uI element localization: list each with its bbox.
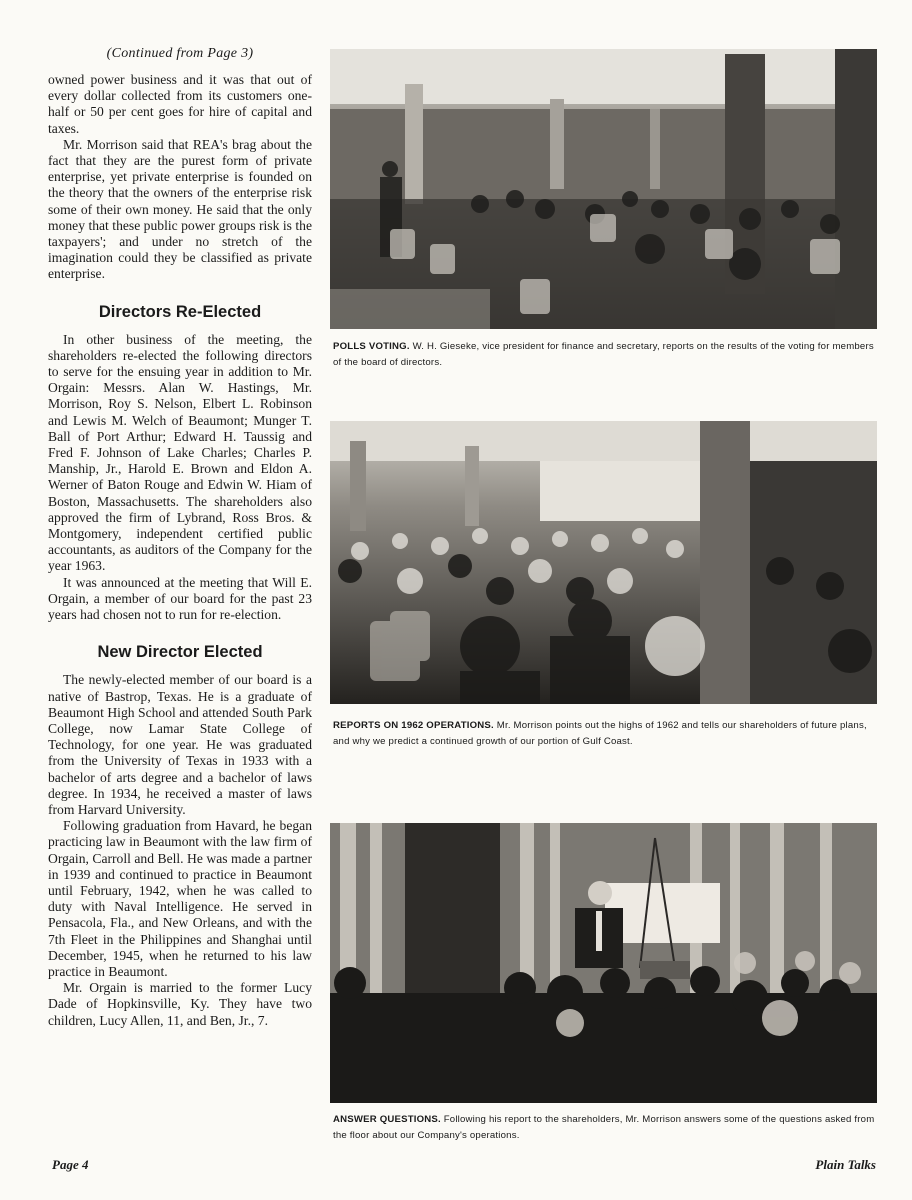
caption-text: Following his report to the shareholders, Mr. Morrison answers some of the questions asked from the floor about our Company's operations. <box>333 1114 875 1141</box>
section-heading: New Director Elected <box>97 643 263 662</box>
section-paragraph: Following graduation from Havard, he began practicing law in Beaumont with the law firm of Orgain, Carroll and Bell. He was made a partner in 1939 and continued to practice in Beaumont until February, 1942, when he was called to duty with Naval Intelligence. He served in Pensacola, Fla., and New Orleans, and with the 7th Fleet in the Philippines and Shanghai until December, 1945, when he returned to his law practice in Beaumont. <box>48 818 312 979</box>
continued-note: (Continued from Page 3) <box>106 46 254 61</box>
section-paragraph: The newly-elected member of our board is a native of Bastrop, Texas. He is a graduate of Beaumont High School and attended South Park College, now Lamar State College of Technology, for one year. He was graduated from the University of Texas in 1933 with a bachelor of arts degree and a bachelor of laws degree. In 1934, he received a master of laws from Harvard University. <box>48 672 312 817</box>
page-number: Page 4 <box>52 1157 89 1172</box>
caption-lead: ANSWER QUESTIONS. <box>333 1114 441 1125</box>
publication-name: Plain Talks <box>815 1157 876 1172</box>
intro-paragraph: Mr. Morrison said that REA's brag about the fact that they are the purest form of private enterprise, yet private enterprise is founded on the theory that the owners of the enterprise risk some of their own money. He said that the only money that these public power groups risk is the taxpayers'; and under no stretch of the imagination could they be classified as private enterprise. <box>48 136 312 282</box>
photo-caption <box>333 1112 878 1143</box>
section-paragraph: Mr. Orgain is married to the former Lucy Dade of Hopkinsville, Ky. They have two children, Lucy Allen, 11, and Ben, Jr., 7. <box>48 980 312 1028</box>
section-paragraph: In other business of the meeting, the shareholders re-elected the following directors to serve for the ensuing year in addition to Mr. Orgain: Messrs. Alan W. Hastings, Mr. Morrison, Roy S. Nelson, Elbert L. Robinson and Lewis M. Welch of Beaumont; Munger T. Ball of Port Arthur; Edward H. Taussig and Fred F. Johnson of Lake Charles; Charles P. Manship, Jr., Harold E. Brown and Eldon A. Werner of Baton Rouge and Edwin W. Hiam of Boston, Massachusetts. The shareholders also approved the firm of Lybrand, Ross Bros. & Montgomery, independent certified public accountants, as auditors of the Company for the year 1963. <box>48 331 312 574</box>
caption-text: Mr. Morrison points out the highs of 1962 and tells our shareholders of future plans, and why we predict a continued growth of our portion of Gulf Coast. <box>333 720 867 747</box>
section-paragraph: It was announced at the meeting that Will E. Orgain, a member of our board for the past 23 years had chosen not to run for re-election. <box>48 574 312 623</box>
caption-lead: POLLS VOTING. <box>333 341 410 352</box>
photo-caption <box>333 718 878 749</box>
intro-paragraph: owned power business and it was that out of every dollar collected from its customers one-half or 50 per cent goes for hire of capital and taxes. <box>48 72 312 136</box>
section-heading: Directors Re-Elected <box>98 302 262 321</box>
caption-text: W. H. Gieseke, vice president for finance and secretary, reports on the results of the voting for members of the board of directors. <box>333 341 874 368</box>
photo-caption <box>333 339 878 370</box>
caption-lead: REPORTS ON 1962 OPERATIONS. <box>333 720 494 731</box>
photo-reports-operations <box>330 421 877 704</box>
left-text-column <box>48 46 312 1029</box>
photo-polls-voting <box>330 49 877 329</box>
photo-answer-questions <box>330 823 877 1103</box>
